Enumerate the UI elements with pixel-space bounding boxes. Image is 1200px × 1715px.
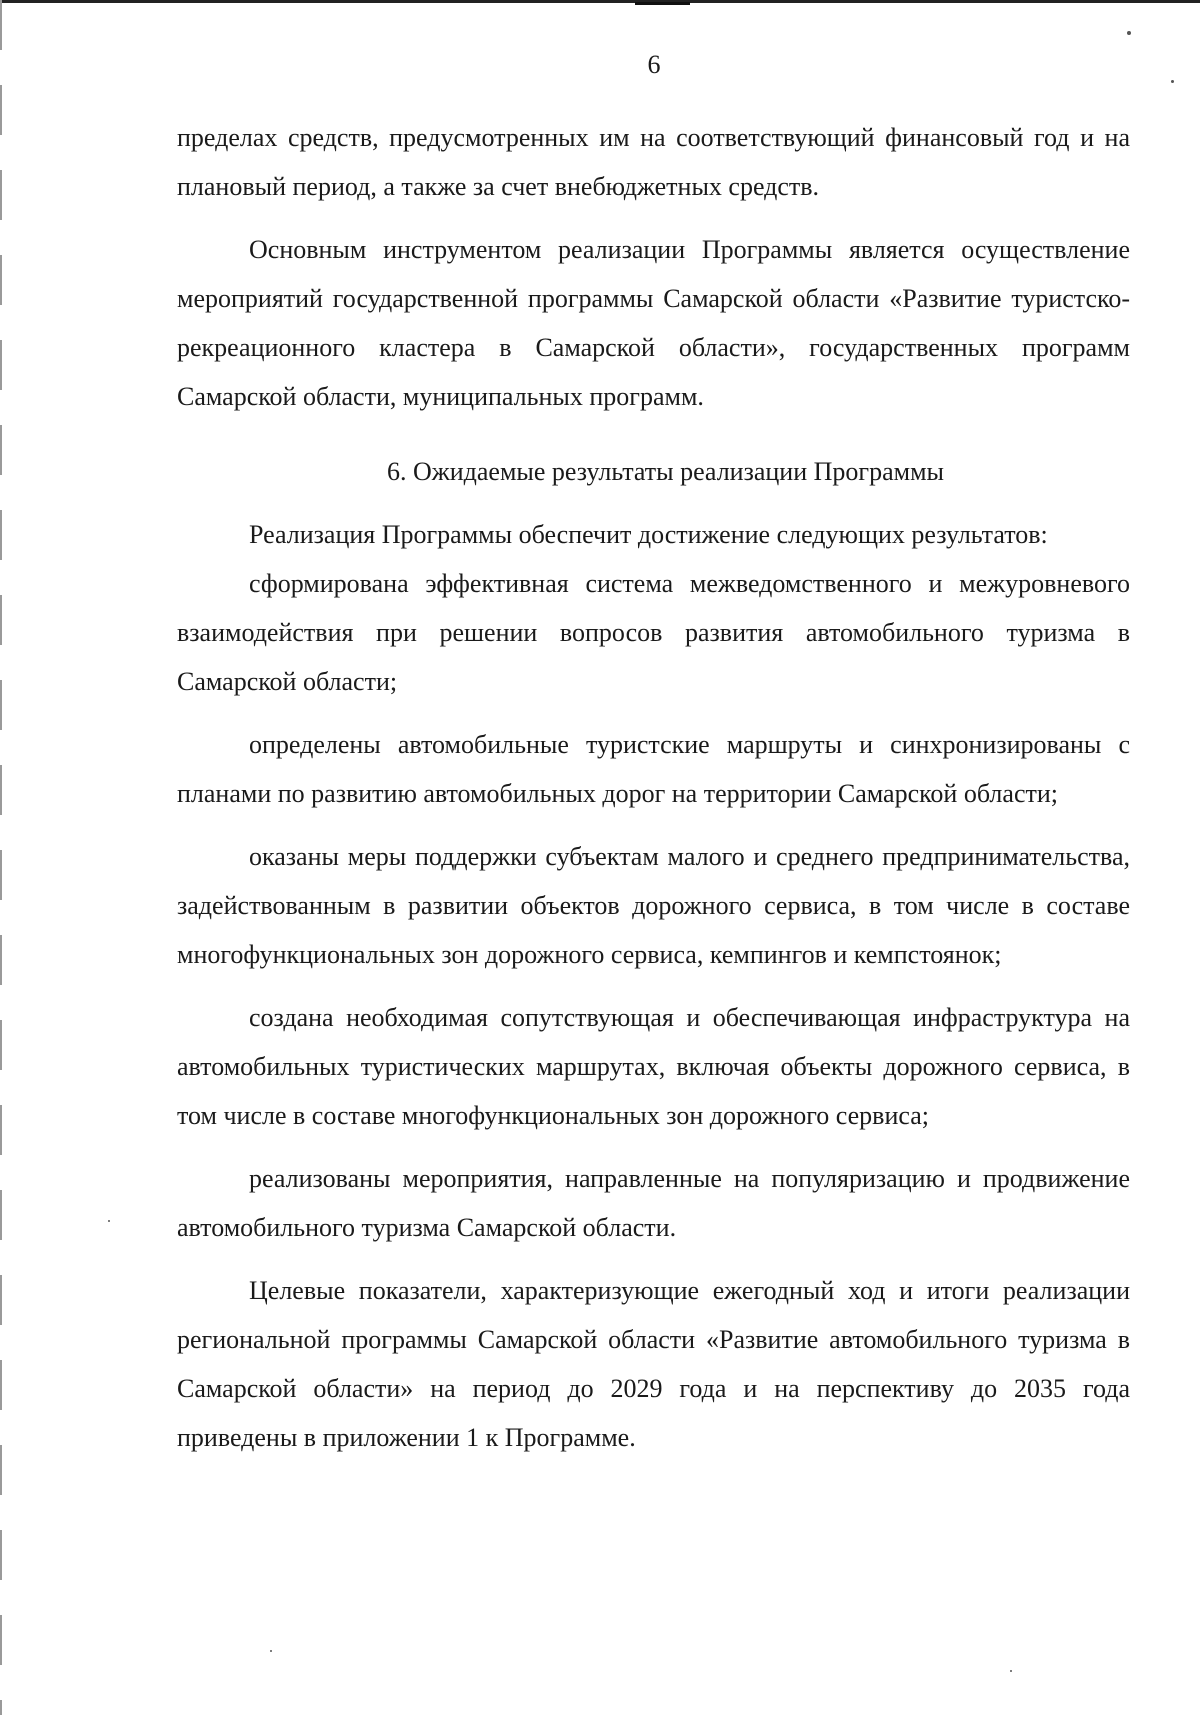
section-heading: 6. Ожидаемые результаты реализации Программы <box>386 457 944 486</box>
page-number: 6 <box>647 50 661 79</box>
top-edge-mark <box>0 0 1200 3</box>
paragraph-target-indicators: Целевые показатели, характеризующие ежегодный ход и итоги реализации региональной программы Самарской области «Развитие автомобильного туризма в Самарской области» на период до 2029 года и на перспективу до 2035 года приведены в приложении 1 к Программе. <box>177 1276 1130 1452</box>
left-edge-scan-artifact <box>0 0 2 1715</box>
result-item: оказаны меры поддержки субъектам малого и среднего предпринимательства, задействованным в развитии объектов дорожного сервиса, в том числе в составе многофункциональных зон дорожного сервиса, кемпингов и кемпстоянок; <box>177 842 1130 969</box>
result-item: реализованы мероприятия, направленные на популяризацию и продвижение автомобильного туризма Самарской области. <box>177 1164 1130 1242</box>
scan-speck <box>1010 1670 1012 1672</box>
scan-speck <box>1171 80 1174 83</box>
result-item: создана необходимая сопутствующая и обеспечивающая инфраструктура на автомобильных туристических маршрутах, включая объекты дорожного сервиса, в том числе в составе многофункциональных зон дорожного сервиса; <box>177 1003 1130 1130</box>
paragraph-implementation-tool: Основным инструментом реализации Программы является осуществление мероприятий государственной программы Самарской области «Развитие туристско-рекреационного кластера в Самарской области», государственных программ Самарской области, муниципальных программ. <box>177 235 1130 411</box>
scan-speck <box>270 1650 272 1652</box>
result-item: сформирована эффективная система межведомственного и межуровневого взаимодействия при решении вопросов развития автомобильного туризма в Самарской области; <box>177 569 1130 696</box>
scan-speck <box>108 1220 110 1222</box>
result-item: определены автомобильные туристские маршруты и синхронизированы с планами по развитию автомобильных дорог на территории Самарской области; <box>177 730 1130 808</box>
body-text <box>177 113 1130 1462</box>
scan-speck <box>1127 31 1131 35</box>
results-intro: Реализация Программы обеспечит достижение следующих результатов: <box>249 520 1048 549</box>
paragraph-continuation: пределах средств, предусмотренных им на соответствующий финансовый год и на плановый период, а также за счет внебюджетных средств. <box>177 123 1130 201</box>
